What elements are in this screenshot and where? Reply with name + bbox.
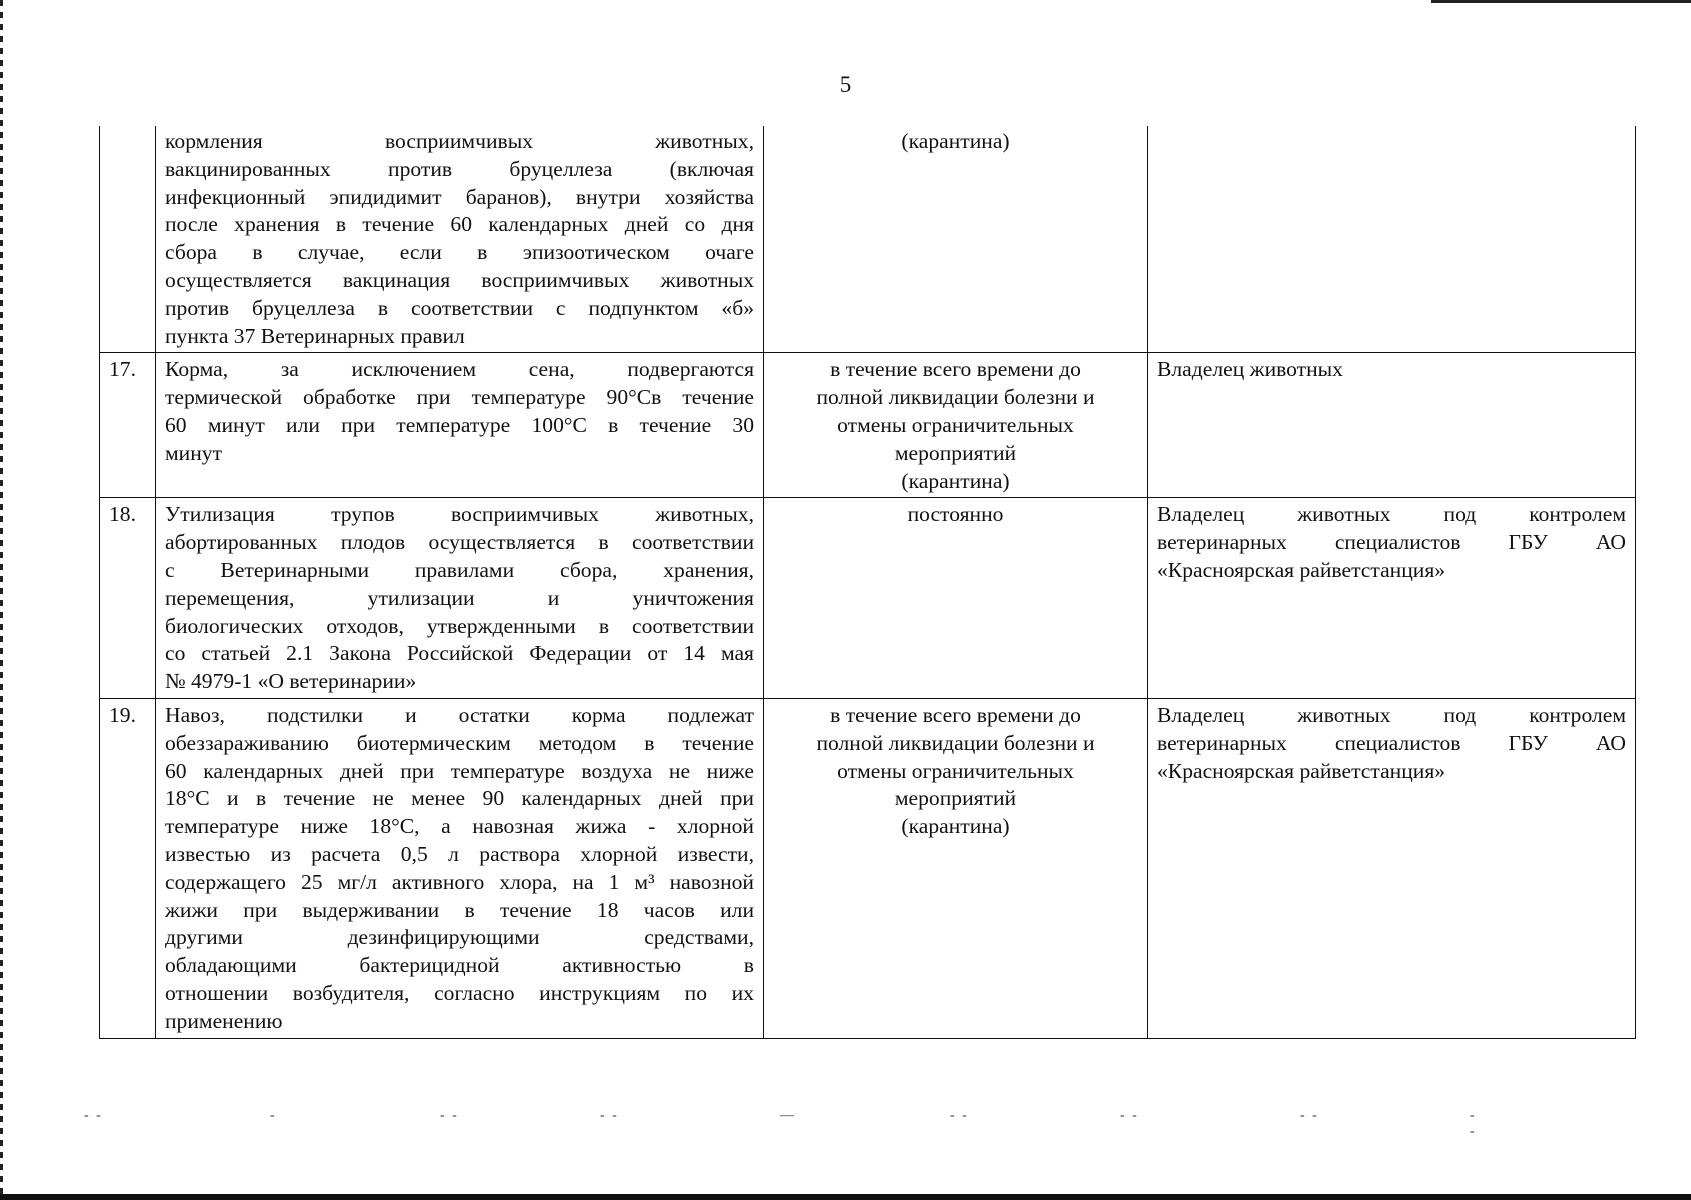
scan-edge-bottom: [0, 1194, 1691, 1200]
text-line: минут: [165, 440, 223, 465]
responsible-line: «Красноярская райветстанция»: [1157, 758, 1446, 783]
measure-text-cell: [156, 498, 764, 699]
text-line: сбора в случае, если в эпизоотическом очаге: [165, 240, 754, 265]
term-cell: [764, 698, 1148, 1038]
row-number-cell: [100, 126, 156, 353]
text-line: 60 календарных дней при температуре воздуха не ниже: [165, 758, 754, 783]
term-line: (карантина): [901, 129, 1010, 153]
responsible-line: ветеринарных специалистов ГБУ АО: [1157, 530, 1626, 555]
term-cell: [764, 498, 1148, 699]
table-row-18: [100, 498, 1636, 699]
responsible-line: Владелец животных под контролем: [1157, 702, 1626, 727]
measure-text-cell: [156, 698, 764, 1038]
responsible-cell: [1148, 498, 1636, 699]
text-line: против бруцеллеза в соответствии с подпунктом «б»: [165, 295, 754, 320]
table-row-17: [100, 353, 1636, 498]
text-line: обеззараживанию биотермическим методом в течение: [165, 730, 754, 755]
text-line: температуре ниже 18°С, а навозная жижа - хлорной: [165, 814, 754, 839]
responsible-cell: [1148, 698, 1636, 1038]
row-number: 18.: [100, 498, 156, 699]
text-line: после хранения в течение 60 календарных дней со дня: [165, 212, 754, 237]
text-line: отношении возбудителя, согласно инструкциям по их: [165, 980, 754, 1005]
page-number: 5: [839, 72, 852, 97]
term-line: в течение всего времени до: [830, 357, 1081, 382]
text-line: № 4979-1 «О ветеринарии»: [165, 669, 417, 694]
term-line: отмены ограничительных: [837, 412, 1074, 437]
measure-text-cell: [156, 353, 764, 498]
responsible-line: Владелец животных: [1157, 357, 1343, 382]
text-line: жижи при выдерживании в течение 18 часов или: [165, 897, 754, 922]
measure-text-cell: [156, 126, 764, 353]
scan-edge-left: [0, 0, 3, 1200]
text-line: со статьей 2.1 Закона Российской Федерации от 14 мая: [165, 641, 754, 666]
text-line: термической обработке при температуре 90°Св течение: [165, 385, 754, 410]
scan-noise-marks: - - - - - - - — - - - - - - - -: [84, 1108, 1477, 1139]
text-line: Утилизация трупов восприимчивых животных,: [165, 502, 754, 527]
responsible-cell: [1148, 126, 1636, 353]
text-line: кормления восприимчивых животных,: [165, 129, 754, 153]
text-line: с Ветеринарными правилами сбора, хранения,: [165, 557, 754, 582]
term-line: полной ликвидации болезни и: [816, 385, 1095, 410]
text-line: вакцинированных против бруцеллеза (включая: [165, 156, 754, 181]
term-line: мероприятий: [894, 786, 1017, 811]
text-line: 60 минут или при температуре 100°С в течение 30: [165, 412, 754, 437]
text-line: инфекционный эпидидимит баранов), внутри хозяйства: [165, 184, 754, 209]
text-line: абортированных плодов осуществляется в соответствии: [165, 530, 754, 555]
text-line: 18°С и в течение не менее 90 календарных дней при: [165, 786, 754, 811]
term-line: в течение всего времени до: [830, 702, 1081, 727]
text-line: применению: [165, 1008, 283, 1033]
term-line: мероприятий: [894, 440, 1017, 465]
table-row-19: [100, 698, 1636, 1038]
text-line: Корма, за исключением сена, подвергаются: [165, 357, 754, 382]
text-line: содержащего 25 мг/л активного хлора, на 1 м³ навозной: [165, 869, 754, 894]
term-line: полной ликвидации болезни и: [816, 730, 1095, 755]
responsible-line: ветеринарных специалистов ГБУ АО: [1157, 730, 1626, 755]
text-line: осуществляется вакцинация восприимчивых животных: [165, 267, 754, 292]
text-line: известью из расчета 0,5 л раствора хлорной извести,: [165, 841, 754, 866]
table-row-continued: [100, 126, 1636, 353]
text-line: пункта 37 Ветеринарных правил: [165, 323, 465, 348]
text-line: перемещения, утилизации и уничтожения: [165, 585, 754, 610]
term-line: постоянно: [907, 502, 1004, 527]
term-cell: [764, 126, 1148, 353]
term-cell: [764, 353, 1148, 498]
term-line: отмены ограничительных: [837, 758, 1074, 783]
responsible-line: «Красноярская райветстанция»: [1157, 557, 1446, 582]
text-line: другими дезинфицирующими средствами,: [165, 925, 754, 950]
term-line: (карантина): [901, 814, 1010, 839]
responsible-line: Владелец животных под контролем: [1157, 502, 1626, 527]
responsible-cell: [1148, 353, 1636, 498]
measures-table: [99, 126, 1636, 1039]
text-line: Навоз, подстилки и остатки корма подлежат: [165, 702, 754, 727]
row-number: 17.: [100, 353, 156, 498]
scan-edge-top: [1431, 0, 1691, 3]
row-number: 19.: [100, 698, 156, 1038]
text-line: обладающими бактерицидной активностью в: [165, 953, 754, 978]
text-line: биологических отходов, утвержденными в соответствии: [165, 613, 754, 638]
term-line: (карантина): [901, 468, 1010, 493]
